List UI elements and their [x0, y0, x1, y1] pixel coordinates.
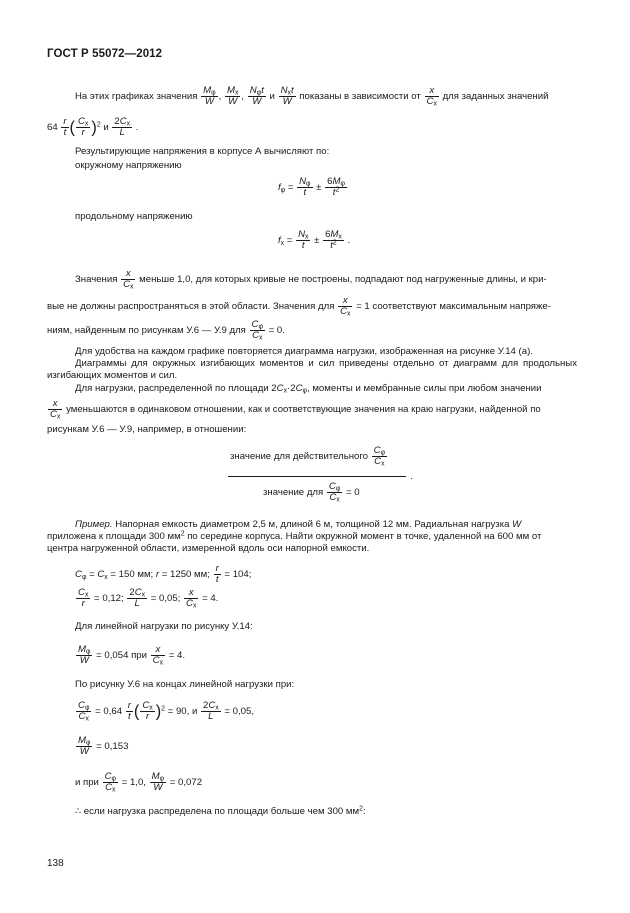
label-hoop-stress: окружному напряжению [75, 160, 182, 171]
calc-line2: $\frac{C_x}{r}$ = 0,12; $\frac{2C_x}{L}$ = 0,05; $\frac{x}{C_x}$ = 4. [78, 587, 219, 610]
calc-line6: и при $\frac{C_\varphi}{C_x}$ = 1,0, $\frac{M_\varphi}{W}$ = 0,072 [75, 771, 203, 794]
paragraph-resulting-stress: Результирующие напряжения в корпусе А вычисляют по: [75, 146, 330, 157]
calc-ends-label: По рисунку У.6 на концах линейной нагрузки при: [75, 679, 295, 690]
ratio-denominator: значение для $\frac{C_\varphi}{C_x}$ = 0 [263, 481, 360, 504]
example-line1: Пример. Напорная емкость диаметром 2,5 м, длиной 6 м, толщиной 12 мм. Радиальная нагрузка W [75, 519, 522, 530]
calc-line5: $\frac{M_\varphi}{W}$ = 0,153 [78, 735, 129, 758]
document-header: ГОСТ Р 55072—2012 [47, 48, 163, 60]
calc-line4: $\frac{C_\varphi}{C_x}$ = 0,64 $\frac{r}{t}$ ( $\frac{C_x}{r}$ )$^2$ = 90, и $\frac{2C_x}{L}$ = 0,05, [78, 700, 254, 723]
formula-longitudinal-stress: $f_x$ = $\frac{N_x}{t}$ ± $\frac{6M_x}{t^2}$ . [278, 229, 351, 252]
ratio-numerator: значение для действительного $\frac{C_\varphi}{C_x}$ [230, 445, 386, 468]
paragraph-graph-values: На этих графиках значения $\frac{M_\varphi}{W}$ , $\frac{M_x}{W}$ , $\frac{N_\varphi t}{W}$ и $\frac{N_xt}{W}$ показаны в зависимости от $\frac{x}{C_x}$ для заданных значений [75, 85, 549, 108]
label-longitudinal-stress: продольному напряжению [75, 211, 193, 222]
calc-therefore: ∴ если нагрузка распределена по площади больше чем 300 $мм^2$: [75, 805, 366, 817]
page-number: 138 [47, 858, 64, 869]
paragraph-values-line1: Значения $\frac{x}{C_x}$ меньше 1,0, для которых кривые не построены, подпадают под нагруженные длины, и кри- [75, 268, 547, 291]
paragraph-values-line3: ниям, найденным по рисункам У.6 — У.9 для $\frac{C_\varphi}{C_x}$ = 0. [47, 319, 285, 342]
ratio-fraction-line [228, 476, 406, 477]
calc-linear-label: Для линейной нагрузки по рисунку У.14: [75, 621, 253, 632]
formula-hoop-stress: $f_\varphi$ = $\frac{N_\varphi}{t}$ ± $\frac{6M_\varphi}{t^2}$ [278, 176, 345, 199]
calc-line3: $\frac{M_\varphi}{W}$ = 0,054 при $\frac{x}{C_x}$ = 4. [78, 644, 185, 667]
paragraph-load-diagram: Для удобства на каждом графике повторяется диаграмма нагрузки, изображенная на рисунке У.14 (а). [75, 346, 533, 357]
paragraph-diagrams: Диаграммы для окружных изгибающих моментов и сил приведены отдельно от диаграмм для продольных изгибающих моментов и сил. [47, 358, 577, 381]
example-line3: центра нагруженной области, измеренной вдоль оси напорной емкости. [47, 543, 370, 554]
paragraph-distributed-load-line2: $\frac{x}{C_x}$ уменьшаются в одинаковом отношении, как и соответствующие значения на краю нагрузки, найденной по [50, 398, 541, 421]
formula-given-values: 64 $\frac{r}{t}$ ( $\frac{C_x}{r}$ )$^2$ и $\frac{2C_x}{L}$ . [47, 116, 139, 139]
document-page: ГОСТ Р 55072—2012 На этих графиках значения $\frac{M_\varphi}{W}$ , $\frac{M_x}{W}$ , $\frac{N_\varphi t}{W}$ и $\frac{N_xt}{W}$ показаны в зависимости от $\frac{x}{C_x}$ для заданных значений 64 $\frac{r}{t}$ ( $\frac{C_x}{r}$ )$^2$ и $\frac{2C_x}{L}$ . Результирующие напряжения в корпусе А вычисляют по: окружному напряжению $f_\varphi$ = $\frac{N_\varphi}{t}$ ± $\frac{6M_\varphi}{t^2}$ продольному напряжению $f_x$ = $\frac{N_x}{t}$ ± $\frac{6M_x}{t^2}$ . Значения $\frac{x}{C_x}$ меньше 1,0, для которых кривые не построены, подпадают под нагруженные длины, и кри- вые не должны распространяться в этой области. Значения для $\frac{x}{C_x}$ = 1 соответствуют максимальным напряже- ниям, найденным по рисункам У.6 — У.9 для $\frac{C_\varphi}{C_x}$ = 0. Для удобства на каждом графике повторяется диаграмма нагрузки, изображенная на рисунке У.14 (а). Диаграммы для окружных изгибающих моментов и сил приведены отдельно от диаграмм для продольных изгибающих моментов и сил. Для нагрузки, распределенной по площади $2C_x\cdot 2C_\varphi$, моменты и мембранные силы при любом значении $\frac{x}{C_x}$ уменьшаются в одинаковом отношении, как и соответствующие значения на краю нагрузки, найденной по рисункам У.6 — У.9, например, в отношении: значение для действительного $\frac{C_\varphi}{C_x}$ . значение для $\frac{C_\varphi}{C_x}$ = 0 Пример. Напорная емкость диаметром 2,5 м, длиной 6 м, толщиной 12 мм. Радиальная нагрузка W приложена к площади 300 $мм^2$ по середине корпуса. Найти окружной момент в точке, удаленной на 600 мм от центра нагруженной области, измеренной вдоль оси напорной емкости. $C_\varphi = C_x = 150$ мм; r = 1250 мм; $\frac{r}{t}$ = 104; $\frac{C_x}{r}$ = 0,12; $\frac{2C_x}{L}$ = 0,05; $\frac{x}{C_x}$ = 4. Для линейной нагрузки по рисунку У.14: $\frac{M_\varphi}{W}$ = 0,054 при $\frac{x}{C_x}$ = 4. По рисунку У.6 на концах линейной нагрузки при: $\frac{C_\varphi}{C_x}$ = 0,64 $\frac{r}{t}$ ( $\frac{C_x}{r}$ )$^2$ = 90, и $\frac{2C_x}{L}$ = 0,05, $\frac{M_\varphi}{W}$ = 0,153 и при $\frac{C_\varphi}{C_x}$ = 1,0, $\frac{M_\varphi}{W}$ = 0,072 ∴ если нагрузка распределена по площади больше чем 300 $мм^2$: 138 [47, 48, 577, 869]
paragraph-values-line2: вые не должны распространяться в этой области. Значения для $\frac{x}{C_x}$ = 1 соответствуют максимальным напряже- [47, 295, 551, 318]
paragraph-distributed-load-line3: рисункам У.6 — У.9, например, в отношении: [47, 424, 247, 435]
paragraph-distributed-load-line1: Для нагрузки, распределенной по площади $2C_x\cdot 2C_\varphi$, моменты и мембранные силы при любом значении [75, 383, 542, 395]
example-line2: приложена к площади 300 $мм^2$ по середине корпуса. Найти окружной момент в точке, удаленной на 600 мм от [47, 530, 542, 542]
calc-line1: $C_\varphi = C_x = 150$ мм; r = 1250 мм; $\frac{r}{t}$ = 104; [75, 563, 252, 586]
